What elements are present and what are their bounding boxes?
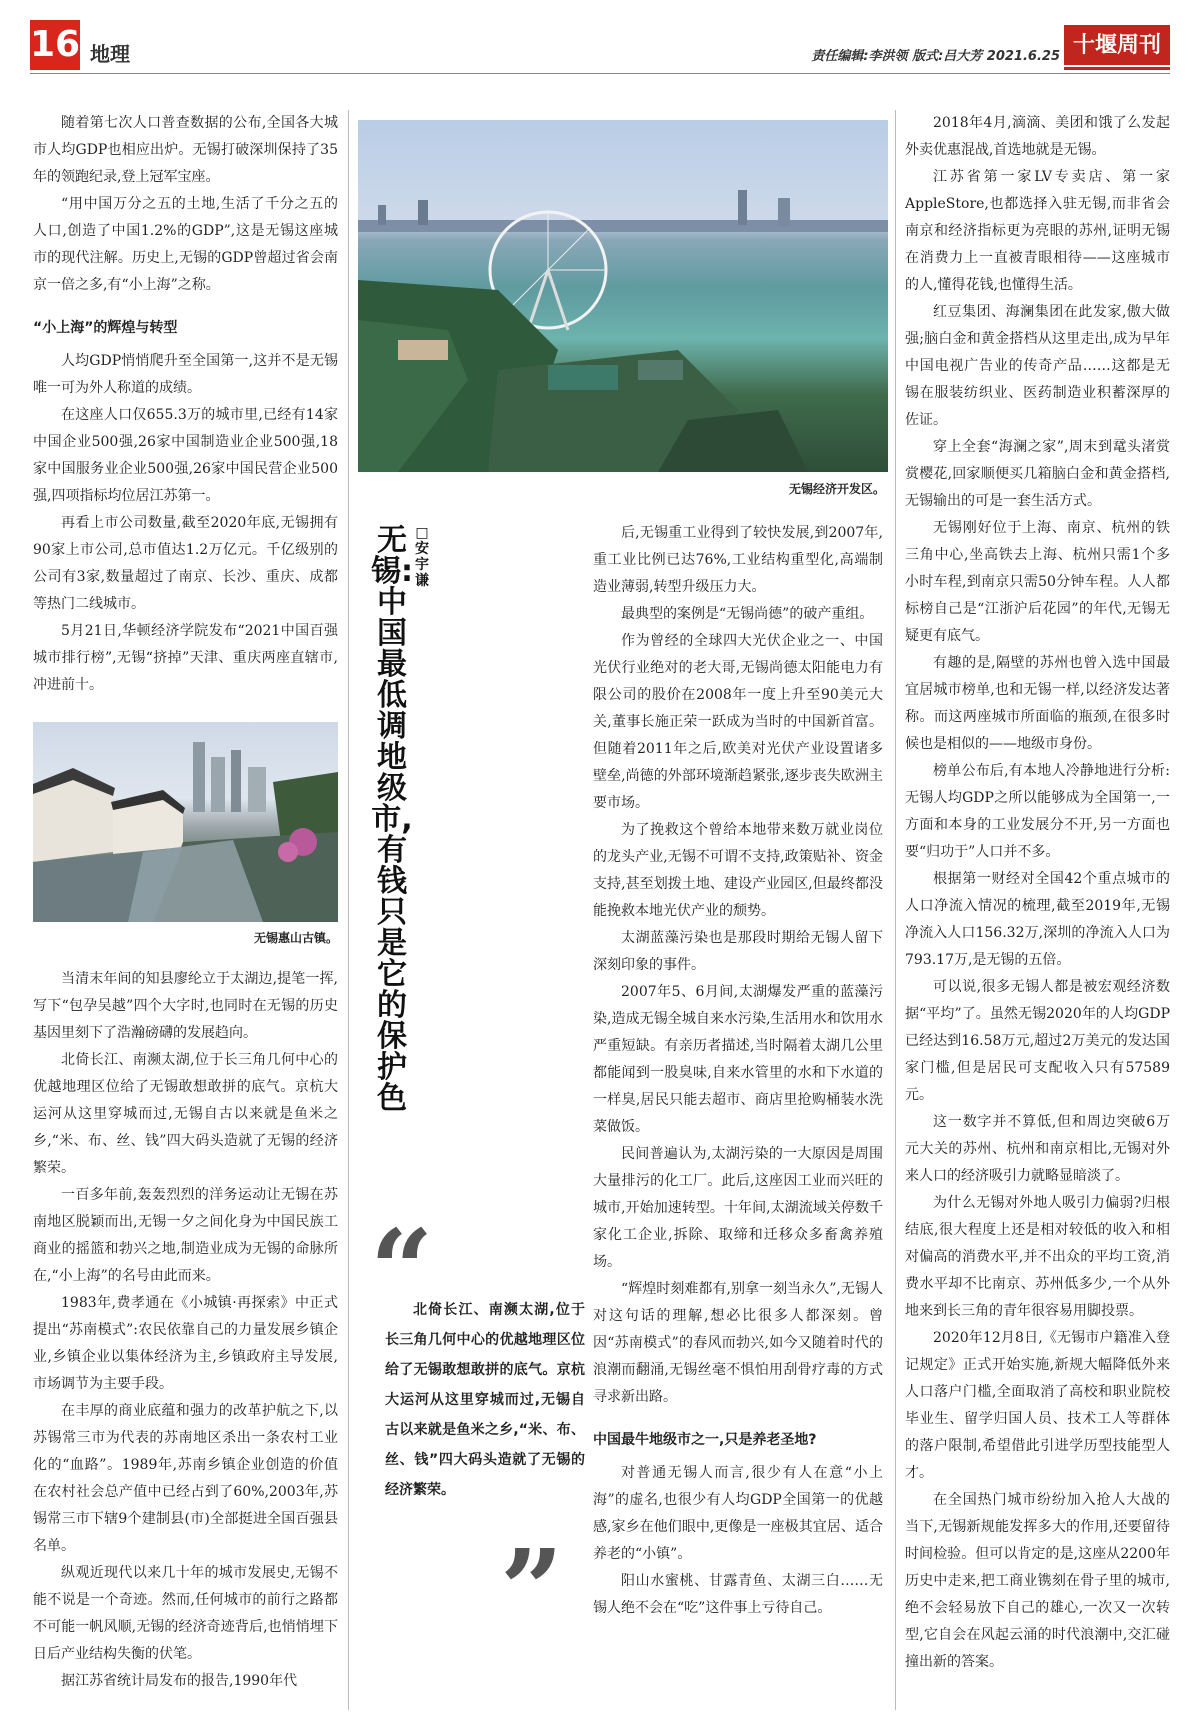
column-1-bottom — [33, 966, 338, 1695]
section-heading: 中国最牛地级市之一,只是养老圣地? — [593, 1432, 817, 1448]
section-heading: “小上海”的辉煌与转型 — [33, 320, 178, 336]
paragraph: 纵观近现代以来几十年的城市发展史,无锡不能不说是一个奇迹。然而,任何城市的前行之路都不可能一帆风顺,无锡的经济奇迹背后,也悄悄埋下日后产业结构失衡的伏笔。 — [33, 1565, 338, 1662]
paragraph: 可以说,很多无锡人都是被宏观经济数据“平均”了。虽然无锡2020年的人均GDP已经达到16.58万元,超过2万美元的发达国家门槛,但是居民可支配收入只有57589元。 — [905, 979, 1170, 1103]
paragraph: 一百多年前,轰轰烈烈的洋务运动让无锡在苏南地区脱颖而出,无锡一夕之间化身为中国民族工商业的摇篮和勃兴之地,制造业成为无锡的命脉所在,“小上海”的名号由此而来。 — [33, 1187, 338, 1284]
paragraph: 作为曾经的全球四大光伏企业之一、中国光伏行业绝对的老大哥,无锡尚德太阳能电力有限公司的股价在2008年一度上升至90美元大关,董事长施正荣一跃成为当时的中国新首富。但随着2011年之后,欧美对光伏产业设置诸多壁垒,尚德的外部环境渐趋紧张,逐步丧失欧洲主要市场。 — [593, 633, 883, 811]
paragraph: 无锡刚好位于上海、南京、杭州的铁三角中心,坐高铁去上海、杭州只需1个多小时车程,到南京只需50分钟车程。人人都标榜自己是“江浙沪后花园”的年代,无锡无疑更有底气。 — [905, 520, 1170, 644]
paragraph: 穿上全套“海澜之家”,周末到鼋头渚赏赏樱花,回家顺便买几箱脑白金和黄金搭档,无锡输出的可是一套生活方式。 — [905, 439, 1170, 509]
column-divider — [895, 110, 896, 1710]
paragraph: 最典型的案例是“无锡尚德”的破产重组。 — [621, 606, 874, 622]
paragraph: 太湖蓝藻污染也是那段时期给无锡人留下深刻印象的事件。 — [593, 930, 883, 973]
left-photo-caption: 无锡惠山古镇。 — [253, 931, 338, 945]
paragraph: 后,无锡重工业得到了较快发展,到2007年,重工业比例已达76%,工业结构重型化,高端制造业薄弱,转型升级压力大。 — [593, 525, 883, 595]
credits-line: 责任编辑:李洪领 版式:吕大芳 2021.6.25 — [811, 49, 1060, 64]
paragraph: 人均GDP悄悄爬升至全国第一,这并不是无锡唯一可为外人称道的成绩。 — [33, 353, 338, 396]
brand-underline — [1064, 67, 1170, 70]
town-photo-art — [33, 722, 338, 922]
paragraph: 在全国热门城市纷纷加入抢人大战的当下,无锡新规能发挥多大的作用,还要留待时间检验。但可以肯定的是,这座从2200年历史中走来,把工商业镌刻在骨子里的城市,绝不会轻易放下自己的雄心,一次又一次转型,它自会在风起云涌的时代浪潮中,交汇碰撞出新的答案。 — [905, 1492, 1170, 1670]
paragraph: 榜单公布后,有本地人冷静地进行分析:无锡人均GDP之所以能够成为全国第一,一方面和本身的工业发展分不开,另一方面也要“归功于”人口并不多。 — [905, 763, 1170, 860]
article-title: 无锡:中国最低调地级市,有钱只是它的保护色 — [371, 523, 413, 1116]
page-number: 16 — [30, 20, 80, 70]
close-quote-mark: ” — [500, 1525, 564, 1654]
paragraph: 据江苏省统计局发布的报告,1990年代 — [61, 1673, 298, 1689]
paragraph: 对普通无锡人而言,很少有人在意“小上海”的虚名,也很少有人均GDP全国第一的优越感,家乡在他们眼中,更像是一座极其宜居、适合养老的“小镇”。 — [593, 1465, 883, 1562]
header-rule — [30, 73, 1170, 74]
lake-photo — [358, 120, 888, 472]
paragraph: 2018年4月,滴滴、美团和饿了么发起外卖优惠混战,首选地就是无锡。 — [905, 115, 1170, 158]
lake-photo-art — [358, 120, 888, 472]
paragraph: 当清末年间的知县廖纶立于太湖边,提笔一挥,写下“包孕吴越”四个大字时,也同时在无锡的历史基因里刻下了浩瀚磅礴的发展趋向。 — [33, 971, 338, 1041]
column-divider — [348, 110, 349, 1710]
column-3 — [593, 520, 883, 1622]
town-photo — [33, 722, 338, 922]
brand-logo: 十堰周刊 — [1064, 25, 1170, 65]
paragraph: 有趣的是,隔壁的苏州也曾入选中国最宜居城市榜单,也和无锡一样,以经济发达著称。而这两座城市所面临的瓶颈,在很多时候也是相似的——地级市身份。 — [905, 655, 1170, 752]
paragraph: 根据第一财经对全国42个重点城市的人口净流入情况的梳理,截至2019年,无锡净流入人口156.32万,深圳的净流入人口为793.17万,是无锡的五倍。 — [905, 871, 1170, 968]
paragraph: 5月21日,华顿经济学院发布“2021中国百强城市排行榜”,无锡“挤掉”天津、重庆两座直辖市,冲进前十。 — [33, 623, 338, 693]
paragraph: 2020年12月8日,《无锡市户籍准入登记规定》正式开始实施,新规大幅降低外来人口落户门槛,全面取消了高校和职业院校毕业生、留学归国人员、技术工人等群体的落户限制,希望借此引进学历型技能型人才。 — [905, 1330, 1170, 1481]
paragraph: 红豆集团、海澜集团在此发家,傲大做强;脑白金和黄金搭档从这里走出,成为早年中国电视广告业的传奇产品……这都是无锡在服装纺织业、医药制造业积蓄深厚的佐证。 — [905, 304, 1170, 428]
paragraph: 北倚长江、南濒太湖,位于长三角几何中心的优越地理区位给了无锡敢想敢拼的底气。京杭大运河从这里穿城而过,无锡自古以来就是鱼米之乡,“米、布、丝、钱”四大码头造就了无锡的经济繁荣。 — [33, 1052, 338, 1176]
paragraph: “辉煌时刻难都有,别拿一刻当永久”,无锡人对这句话的理解,想必比很多人都深刻。曾因“苏南模式”的春风而勃兴,如今又随着时代的浪潮而翻涌,无锡丝毫不惧怕用刮骨疗毒的方式寻求新出路。 — [593, 1281, 883, 1405]
paragraph: 为了挽救这个曾给本地带来数万就业岗位的龙头产业,无锡不可谓不支持,政策贴补、资金支持,甚至划拨土地、建设产业园区,但最终都没能挽救本地光伏产业的颓势。 — [593, 822, 883, 919]
paragraph: 再看上市公司数量,截至2020年底,无锡拥有90家上市公司,总市值达1.2万亿元。千亿级别的公司有3家,数量超过了南京、长沙、重庆、成都等热门二线城市。 — [33, 515, 338, 612]
column-1-top — [33, 110, 338, 699]
column-4 — [905, 110, 1170, 1676]
open-quote-mark: “ — [370, 1205, 434, 1334]
section-label: 地理 — [90, 42, 130, 66]
paragraph: “用中国万分之五的土地,生活了千分之五的人口,创造了中国1.2%的GDP”,这是无锡这座城市的现代注解。历史上,无锡的GDP曾超过省会南京一倍之多,有“小上海”之称。 — [33, 196, 338, 293]
paragraph: 在这座人口仅655.3万的城市里,已经有14家中国企业500强,26家中国制造业企业500强,18家中国服务业企业500强,26家中国民营企业500强,四项指标均位居江苏第一。 — [33, 407, 338, 504]
paragraph: 为什么无锡对外地人吸引力偏弱?归根结底,很大程度上还是相对较低的收入和相对偏高的消费水平,并不出众的平均工资,消费水平却不比南京、苏州低多少,一个从外地来到长三角的青年很容易用脚投票。 — [905, 1195, 1170, 1319]
paragraph: 江苏省第一家LV专卖店、第一家AppleStore,也都选择入驻无锡,而非省会南京和经济指标更为亮眼的苏州,证明无锡在消费力上一直被青眼相待——这座城市的人,懂得花钱,也懂得生活。 — [905, 169, 1170, 293]
paragraph: 随着第七次人口普查数据的公布,全国各大城市人均GDP也相应出炉。无锡打破深圳保持了35年的领跑纪录,登上冠军宝座。 — [33, 115, 338, 185]
paragraph: 1983年,费孝通在《小城镇·再探索》中正式提出“苏南模式”:农民依靠自己的力量发展乡镇企业,乡镇企业以集体经济为主,乡镇政府主导发展,市场调节为主要手段。 — [33, 1295, 338, 1392]
top-photo-caption: 无锡经济开发区。 — [788, 482, 885, 496]
paragraph: 在丰厚的商业底蕴和强力的改革护航之下,以苏锡常三市为代表的苏南地区杀出一条农村工业化的“血路”。1989年,苏南乡镇企业创造的价值在农村社会总产值中已经占到了60%,2003年,苏锡常三市下辖9个建制县(市)全部挺进全国百强县名单。 — [33, 1403, 338, 1554]
paragraph: 阳山水蜜桃、甘露青鱼、太湖三白……无锡人绝不会在“吃”这件事上亏待自己。 — [593, 1573, 883, 1616]
pull-quote — [385, 1295, 585, 1505]
paragraph: 2007年5、6月间,太湖爆发严重的蓝藻污染,造成无锡全城自来水污染,生活用水和饮用水严重短缺。有亲历者描述,当时隔着太湖几公里都能闻到一股臭味,自来水管里的水和下水道的一样臭,居民只能去超市、商店里抢购桶装水洗菜做饭。 — [593, 984, 883, 1135]
pull-quote-text: 北倚长江、南濒太湖,位于长三角几何中心的优越地理区位给了无锡敢想敢拼的底气。京杭大运河从这里穿城而过,无锡自古以来就是鱼米之乡,“米、布、丝、钱”四大码头造就了无锡的经济繁荣。 — [385, 1302, 585, 1498]
paragraph: 民间普遍认为,太湖污染的一大原因是周围大量排污的化工厂。此后,这座因工业而兴旺的城市,开始加速转型。十年间,太湖流域关停数千家化工企业,拆除、取缔和迁移众多畜禽养殖场。 — [593, 1146, 883, 1270]
paragraph: 这一数字并不算低,但和周边突破6万元大关的苏州、杭州和南京相比,无锡对外来人口的经济吸引力就略显暗淡了。 — [905, 1114, 1170, 1184]
article-author: □安宇谦 — [415, 525, 429, 589]
